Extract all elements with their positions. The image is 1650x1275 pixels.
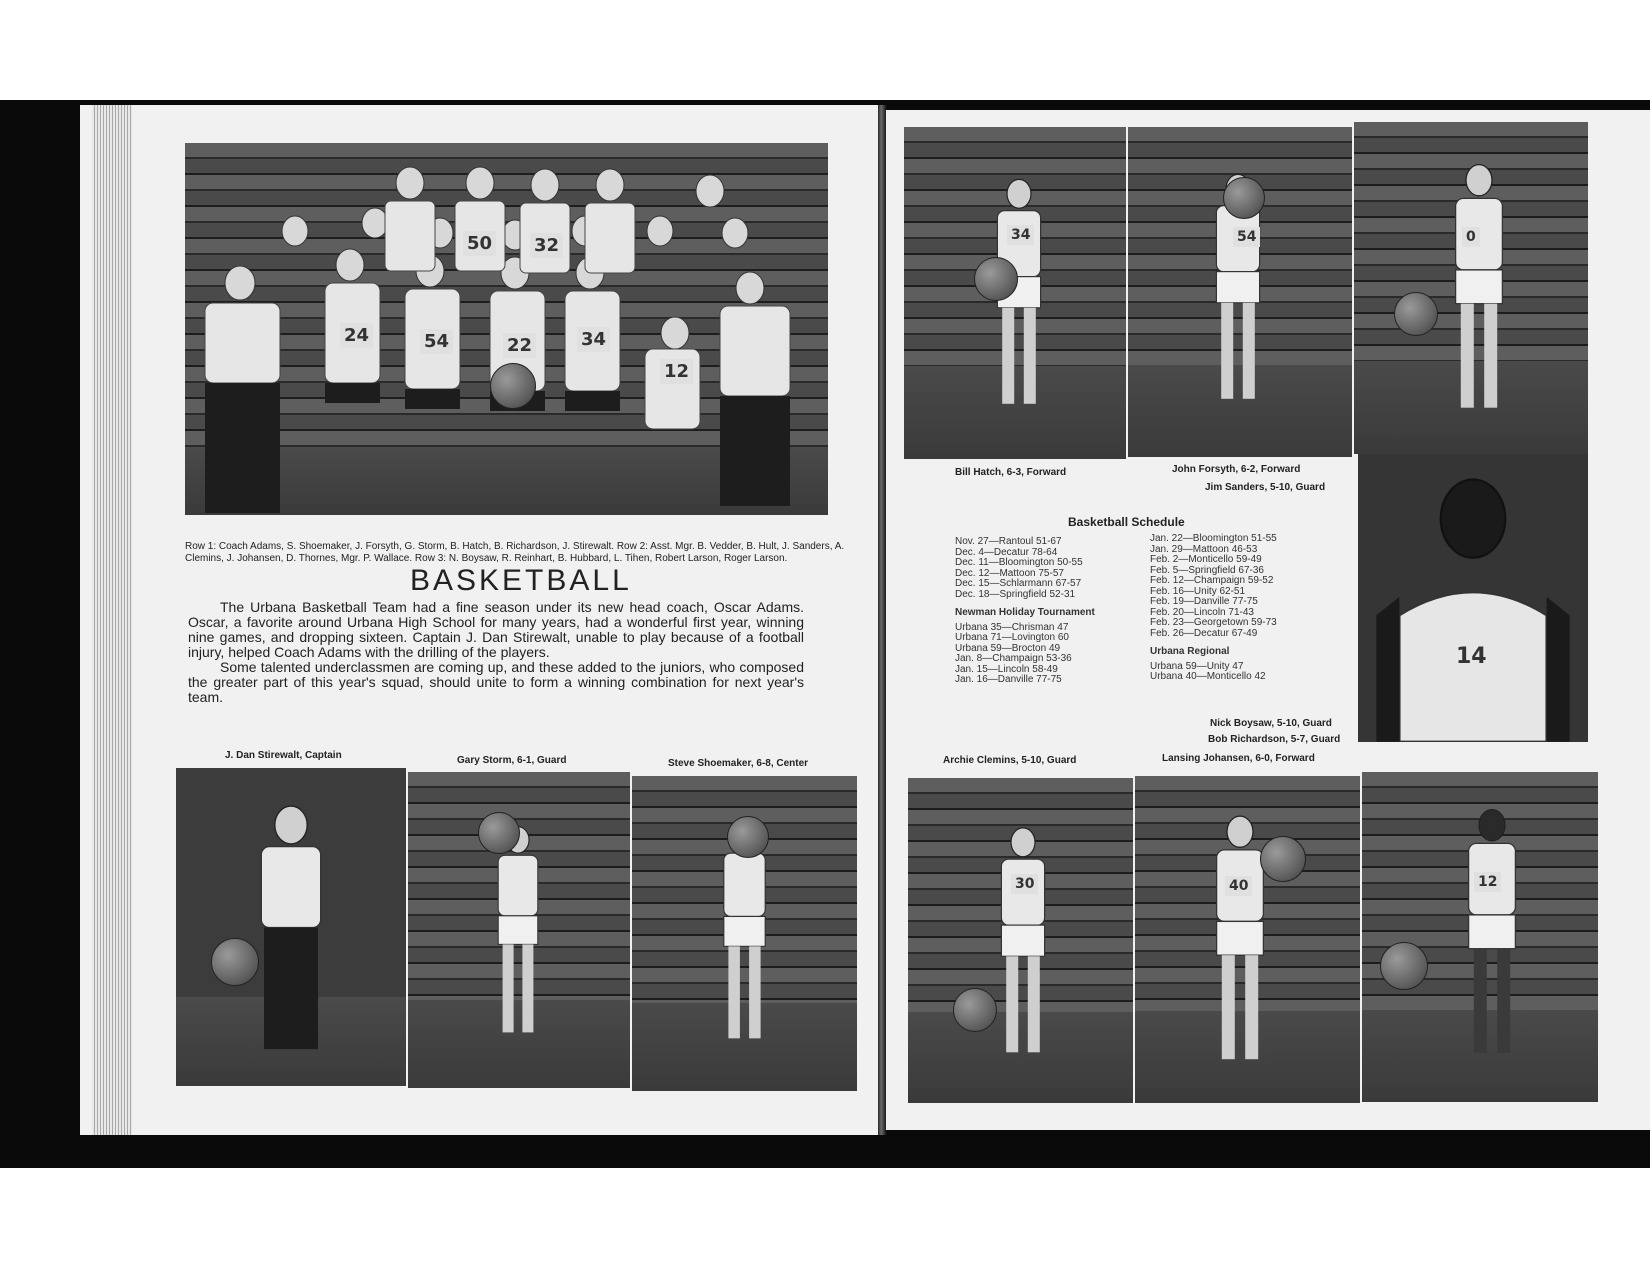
team-photo-caption: Row 1: Coach Adams, S. Shoemaker, J. Forsyth, G. Storm, B. Hatch, B. Richardson, J. Stirewalt. Row 2: Asst. Mgr. B. Vedder, B. Hult, J. Sanders, A. Clemins, J. Johansen, D. Thornes, Mgr. P. Wallace. Row 3: N. Boysaw, R. Reinhart, B. Hubbard, L. Tihen, Robert Larson, Roger Larson.: [185, 541, 845, 564]
basketball: [1223, 177, 1265, 219]
jersey-number: 24: [340, 323, 373, 348]
jersey-number: 54: [1233, 227, 1260, 247]
schedule-row: Urbana 59—Brocton 49: [955, 642, 1061, 654]
basketball: [1394, 292, 1438, 336]
book-spine: [878, 105, 886, 1135]
player-photo: [408, 772, 630, 1088]
schedule-row: Jan. 22—Bloomington 51-55: [1150, 533, 1277, 544]
player-figure: [1427, 792, 1557, 1082]
schedule-row: Feb. 19—Danville 77-75: [1150, 596, 1258, 607]
player-photo: [1362, 772, 1598, 1102]
schedule-row: Feb. 16—Unity 62-51: [1150, 585, 1246, 597]
player-caption: J. Dan Stirewalt, Captain: [225, 750, 342, 761]
player-caption: Jim Sanders, 5-10, Guard: [1205, 482, 1326, 493]
jersey-number: 50: [463, 231, 496, 256]
player-photo: [908, 778, 1133, 1103]
paragraph: Some talented underclassmen are coming up, and these added to the juniors, who composed the greater part of this year's squad, should unite to form a winning combination for next year's team.: [188, 659, 804, 705]
paragraph: The Urbana Basketball Team had a fine season under its new head coach, Oscar Adams. Oscar, a favorite around Urbana High School for many years, had a wonderful first year, winning nine games, and dropping sixteen. Captain J. Dan Stirewalt, unable to play because of a football injury, helped Coach Adams with the drilling of the players.: [188, 599, 804, 660]
basketball: [727, 816, 769, 858]
player-photo: [1135, 776, 1360, 1103]
page-edges: [92, 105, 132, 1135]
tournament-heading: Urbana Regional: [1150, 646, 1230, 657]
schedule-row: Jan. 29—Mattoon 46-53: [1150, 543, 1258, 555]
schedule-row: Urbana 40—Monticello 42: [1150, 671, 1266, 682]
player-photo: [632, 776, 857, 1091]
jersey-number: 12: [1474, 872, 1501, 892]
player-portrait-photo: [1358, 454, 1588, 742]
player-photo: [176, 768, 406, 1086]
schedule-row: Urbana 71—Lovington 60: [955, 632, 1069, 643]
article-body: [188, 600, 804, 705]
basketball: [211, 938, 259, 986]
jersey-number: 34: [577, 327, 610, 352]
schedule-row: Feb. 5—Springfield 67-36: [1150, 564, 1264, 576]
team-photo: [185, 143, 828, 515]
player-figure: [1358, 454, 1588, 742]
tournament-heading: Newman Holiday Tournament: [955, 607, 1095, 618]
schedule-row: Jan. 15—Lincoln 58-49: [955, 663, 1058, 675]
page-title: BASKETBALL: [410, 564, 632, 597]
player-caption: Bill Hatch, 6-3, Forward: [955, 467, 1067, 478]
basketball: [953, 988, 997, 1032]
jersey-number: 54: [420, 329, 453, 354]
player-photo: [1128, 127, 1352, 457]
player-caption: Steve Shoemaker, 6-8, Center: [668, 758, 809, 769]
jersey-number: 12: [660, 359, 693, 384]
player-figure: [216, 798, 366, 1068]
schedule-row: Dec. 11—Bloomington 50-55: [955, 557, 1083, 568]
schedule-column-2: [1150, 534, 1277, 683]
schedule-row: Dec. 4—Decatur 78-64: [955, 546, 1058, 558]
player-photo: [1354, 122, 1588, 454]
jersey-number: 0: [1462, 227, 1480, 247]
schedule-row: Feb. 12—Champaign 59-52: [1150, 575, 1274, 586]
schedule-row: Nov. 27—Rantoul 51-67: [955, 536, 1062, 547]
player-photo: [904, 127, 1126, 459]
player-caption: Bob Richardson, 5-7, Guard: [1208, 734, 1341, 745]
schedule-row: Urbana 35—Chrisman 47: [955, 621, 1069, 633]
schedule-row: Urbana 59—Unity 47: [1150, 660, 1244, 672]
player-figure: [1414, 147, 1544, 437]
team-figures: [185, 143, 828, 515]
jersey-number: 32: [530, 233, 563, 258]
player-figure: [963, 803, 1083, 1088]
schedule-row: Feb. 2—Monticello 59-49: [1150, 554, 1262, 565]
schedule-row: Feb. 20—Lincoln 71-43: [1150, 606, 1254, 618]
basketball: [490, 363, 536, 409]
jersey-number: 30: [1011, 874, 1038, 894]
player-caption: Gary Storm, 6-1, Guard: [457, 755, 567, 766]
player-caption: Lansing Johansen, 6-0, Forward: [1162, 753, 1315, 764]
basketball: [478, 812, 520, 854]
jersey-number: 14: [1456, 644, 1487, 669]
jersey-number: 40: [1225, 876, 1252, 896]
schedule-row: Jan. 16—Danville 77-75: [955, 674, 1062, 685]
basketball: [1260, 836, 1306, 882]
jersey-number: 22: [503, 333, 536, 358]
player-caption: John Forsyth, 6-2, Forward: [1172, 464, 1301, 475]
player-caption: Nick Boysaw, 5-10, Guard: [1210, 718, 1332, 729]
schedule-row: Jan. 8—Champaign 53-36: [955, 653, 1072, 664]
schedule-column-1: [955, 537, 1095, 686]
jersey-number: 34: [1007, 225, 1034, 245]
basketball: [974, 257, 1018, 301]
schedule-row: Feb. 23—Georgetown 59-73: [1150, 617, 1277, 628]
schedule-title: Basketball Schedule: [1068, 515, 1185, 529]
basketball: [1380, 942, 1428, 990]
schedule-row: Dec. 18—Springfield 52-31: [955, 588, 1076, 600]
player-figure: [959, 147, 1079, 447]
player-caption: Archie Clemins, 5-10, Guard: [943, 755, 1077, 766]
schedule-row: Dec. 15—Schlarmann 67-57: [955, 578, 1082, 589]
schedule-row: Feb. 26—Decatur 67-49: [1150, 627, 1258, 639]
schedule-row: Dec. 12—Mattoon 75-57: [955, 567, 1064, 579]
